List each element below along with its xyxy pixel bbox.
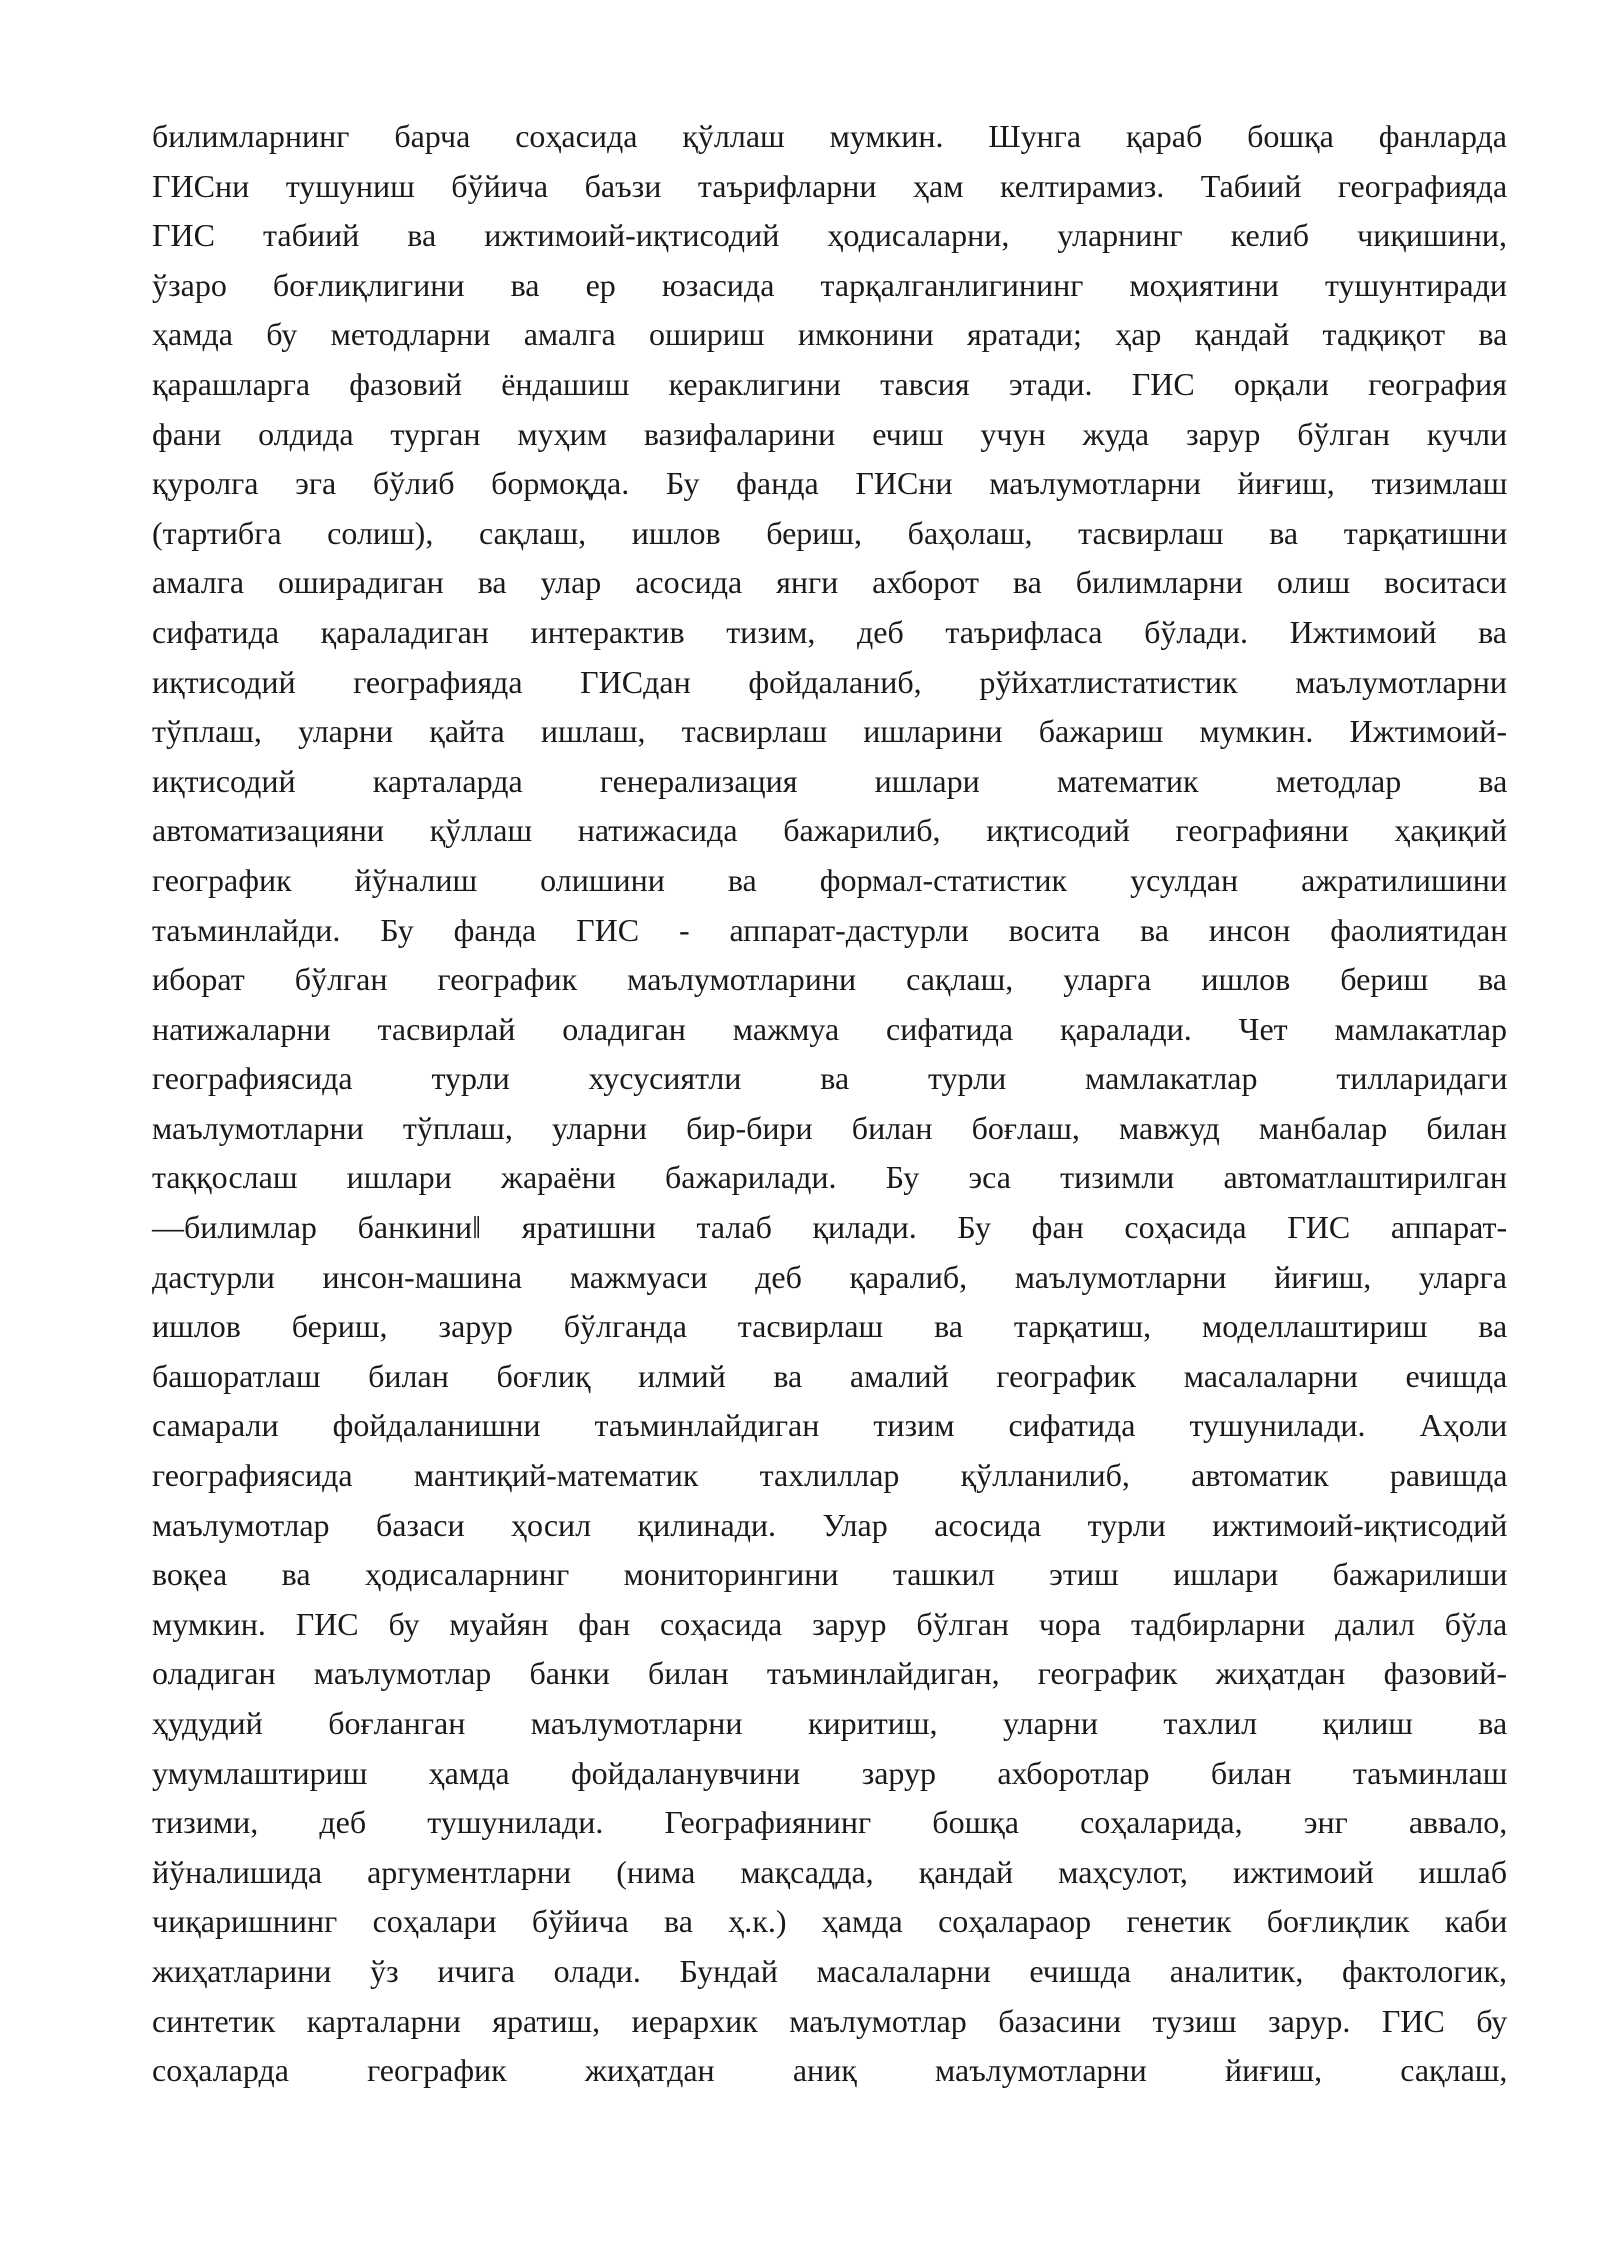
text-line: (тартибга солиш), сақлаш, ишлов бериш, баҳолаш, тасвирлаш ва тарқатишни [152, 514, 1508, 551]
text-line: самарали фойдаланишни таъминлайдиган тизим сифатида тушунилади. Аҳоли [152, 1407, 1508, 1444]
text-line: тизими, деб тушунилади. Географиянинг бошқа соҳаларида, энг аввало, [152, 1804, 1508, 1841]
text-line: жиҳатларини ўз ичига олади. Бундай масалаларни ечишда аналитик, фактологик, [152, 1952, 1507, 1989]
text-line: мумкин. ГИС бу муайян фан соҳасида зарур бўлган чора тадбирларни далил бўла [152, 1605, 1508, 1642]
text-line: маълумотлар базаси ҳосил қилинади. Улар асосида турли ижтимоий-иқтисодий [152, 1506, 1508, 1543]
text-line: ишлов бериш, зарур бўлганда тасвирлаш ва тарқатиш, моделлаштириш ва [152, 1308, 1508, 1345]
body-text [152, 112, 1507, 2096]
text-line: билимларнинг барча соҳасида қўллаш мумкин. Шунга қараб бошқа фанларда [152, 118, 1507, 154]
text-line: дастурли инсон-машина мажмуаси деб қаралиб, маълумотларни йиғиш, уларга [152, 1258, 1507, 1295]
text-line: автоматизацияни қўллаш натижасида бажарилиб, иқтисодий географияни ҳақиқий [152, 812, 1507, 849]
text-line: ҳудудий боғланган маълумотларни киритиш, уларни тахлил қилиш ва [152, 1705, 1508, 1741]
text-line: умумлаштириш ҳамда фойдаланувчини зарур ахборотлар билан таъминлаш [152, 1754, 1508, 1791]
text-line: ГИСни тушуниш бўйича баъзи таърифларни ҳам келтирамиз. Табиий географияда [152, 167, 1508, 204]
text-line: ўзаро боғлиқлигини ва ер юзасида тарқалганлигининг моҳиятини тушунтиради [152, 266, 1507, 303]
text-line: иборат бўлган географик маълумотларини сақлаш, уларга ишлов бериш ва [152, 961, 1507, 998]
text-line: таққослаш ишлари жараёни бажарилади. Бу эса тизимли автоматлаштирилган [152, 1159, 1507, 1196]
text-line: соҳаларда географик жиҳатдан аниқ маълумотларни йиғиш, сақлаш, [152, 2052, 1508, 2089]
text-line: географик йўналиш олишини ва формал-статистик усулдан ажратилишини [152, 861, 1507, 898]
text-line: иқтисодий географияда ГИСдан фойдаланиб, рўйхатлистатистик маълумотларни [152, 663, 1507, 700]
text-line: оладиган маълумотлар банки билан таъминлайдиган, географик жиҳатдан фазовий- [152, 1655, 1507, 1692]
text-line: амалга оширадиган ва улар асосида янги ахборот ва билимларни олиш воситаси [152, 564, 1507, 601]
text-line: йўналишида аргументларни (нима мақсадда, қандай маҳсулот, ижтимоий ишлаб [152, 1853, 1507, 1890]
text-line: иқтисодий карталарда генерализация ишлари математик методлар ва [152, 762, 1508, 799]
text-line: сифатида қараладиган интерактив тизим, деб таърифласа бўлади. Ижтимоий ва [152, 613, 1507, 650]
text-line: тўплаш, уларни қайта ишлаш, тасвирлаш ишларини бажариш мумкин. Ижтимоий- [152, 713, 1507, 750]
text-line: таъминлайди. Бу фанда ГИС - аппарат-дастурли восита ва инсон фаолиятидан [152, 911, 1508, 948]
text-line: географиясида турли хусусиятли ва турли мамлакатлар тилларидаги [152, 1060, 1508, 1097]
text-line: синтетик карталарни яратиш, иерархик маълумотлар базасини тузиш зарур. ГИС бу [152, 2002, 1508, 2039]
text-line: натижаларни тасвирлай оладиган мажмуа сифатида қаралади. Чет мамлакатлар [152, 1010, 1507, 1047]
text-line: географиясида мантиқий-математик тахлиллар қўлланилиб, автоматик равишда [152, 1457, 1508, 1494]
text-line: ГИС табиий ва ижтимоий-иқтисодий ҳодисаларни, уларнинг келиб чиқишини, [152, 217, 1507, 254]
text-line: воқеа ва ҳодисаларнинг мониторингини ташкил этиш ишлари бажарилиши [152, 1556, 1508, 1593]
text-line: чиқаришнинг соҳалари бўйича ва ҳ.к.) ҳамда соҳалараор генетик боғлиқлик каби [152, 1903, 1508, 1940]
text-line: қарашларга фазовий ёндашиш кераклигини тавсия этади. ГИС орқали география [152, 365, 1507, 402]
text-line: қуролга эга бўлиб бормоқда. Бу фанда ГИСни маълумотларни йиғиш, тизимлаш [152, 465, 1508, 502]
text-line: ―билимлар банкини‖ яратишни талаб қилади. Бу фан соҳасида ГИС аппарат- [152, 1209, 1508, 1246]
text-line: фани олдида турган муҳим вазифаларини ечиш учун жуда зарур бўлган кучли [152, 415, 1508, 452]
text-line: ҳамда бу методларни амалга ошириш имконини яратади; ҳар қандай тадқиқот ва [152, 316, 1508, 353]
text-line: маълумотларни тўплаш, уларни бир-бири билан боғлаш, мавжуд манбалар билан [152, 1109, 1508, 1146]
text-line: башоратлаш билан боғлиқ илмий ва амалий географик масалаларни ечишда [152, 1357, 1508, 1394]
